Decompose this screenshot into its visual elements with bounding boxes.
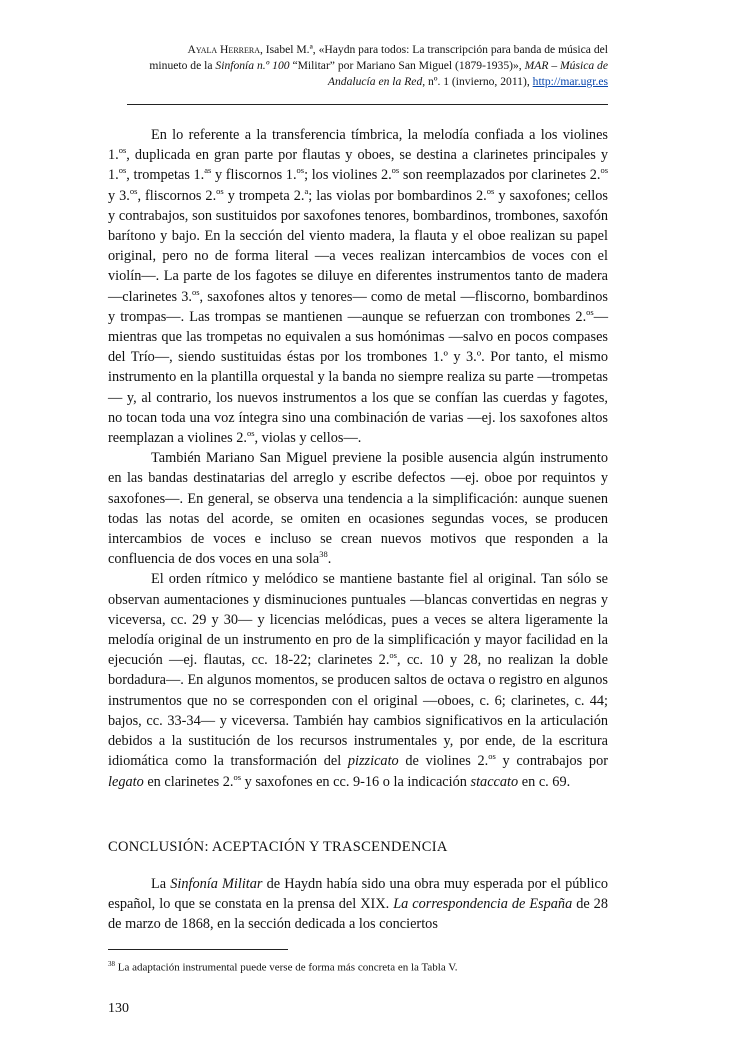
running-header: [108, 42, 608, 90]
header-rule: [127, 104, 608, 105]
header-journal-b: Andalucía en la Red: [327, 75, 423, 88]
paragraph-1: En lo referente a la transferencia tímbrica, la melodía confiada a los violines 1.$^{os}$, duplicada en gran parte por flautas y oboes, se destina a clarinetes principales y 1.$^{os}$, trompetas 1.$^{as}$ y fliscornos 1.$^{os}$; los violines 2.$^{os}$ son reemplazados por clarinetes 2.$^{os}$ y 3.$^{os}$, fliscornos 2.$^{os}$ y trompeta 2.$^a$; las violas por bombardinos 2.$^{os}$ y saxofones; cellos y contrabajos, son sustituidos por saxofones tenores, bombardinos, trombones, saxofón barítono y bajo. En la sección del viento madera, la flauta y el oboe realizan su papel original, pero no de forma literal —a veces realizan intercambios de voces con el violín—. La parte de los fagotes se diluye en diferentes instrumentos tanto de madera —clarinetes 3.$^{os}$, saxofones altos y tenores— como de metal —fliscorno, bombardinos y trompas—. Las trompas se mantienen —aunque se refuerzan con trombones 2.$^{os}$— mientras que las trompetas no equivalen a sus homónimas —salvo en pocos compases del Trío—, siendo sustituidas éstas por los trombones 1.º y 3.º. Por tanto, el mismo instrumento en la plantilla orquestal y la banda no siempre realiza su parte —trompetas— y, al contrario, los nuevos instrumentos a los que se confían las cuerdas y fagotes, no tocan toda una voz íntegra sino una combinación de varias —ej. los saxofones altos reemplazan a violines 2.$^{os}$, violas y cellos—.: [108, 127, 608, 447]
body-text: [108, 125, 608, 792]
footnote-number: 38: [108, 960, 115, 968]
paragraph-3: El orden rítmico y melódico se mantiene bastante fiel al original. Tan sólo se observan aumentaciones y disminuciones puntuales —blancas convertidas en negras y viceversa, cc. 29 y 30— y licencias melódicas, pues a veces se altera ligeramente la melodía original de un instrumento en pro de la simplificación y mayor facilidad en la ejecución —ej. flautas, cc. 18-22; clarinetes 2.$^{os}$, cc. 10 y 28, no realizan la doble bordadura—. En algunos momentos, se producen saltos de octava o registro en algunos instrumentos que no se corresponden con el original —oboes, c. 6; clarinetes, c. 44; bajos, cc. 33-34— y viceversa. También hay cambios significativos en la articulación debidos a la sustitución de los recursos instrumentales y, por ende, de la escritura idiomática como la transformación del pizzicato de violines 2.$^{os}$ y contrabajos por legato en clarinetes 2.$^{os}$ y saxofones en cc. 9-16 o la indicación staccato en c. 69.: [108, 571, 608, 790]
header-title-part: minueto de la: [149, 59, 216, 72]
header-title-italic: Sinfonía n.º 100: [215, 59, 290, 72]
section-heading: CONCLUSIÓN: ACEPTACIÓN Y TRASCENDENCIA: [108, 839, 448, 855]
header-title-rest: “Militar” por Mariano San Miguel (1879-1935)»,: [289, 59, 525, 72]
footnote-text: La adaptación instrumental puede verse de forma más concreta en la Tabla V.: [115, 961, 458, 974]
footnote-rule: [108, 949, 288, 950]
section-text: [108, 874, 608, 935]
paragraph-2: También Mariano San Miguel previene la posible ausencia algún instrumento en las bandas destinatarias del arreglo y escribe defectos —ej. oboe por requintos y saxofones—. En general, se observa una tendencia a la simplificación: aunque suenen todas las notas del acorde, se omiten en ocasiones segundas voces, se producen intercambios de voces e incluso se crean nuevos motivos que responden a la confluencia de dos voces en una sola$^{38}$.: [108, 450, 608, 568]
header-url-link[interactable]: http://mar.ugr.es: [532, 75, 608, 88]
section-paragraph-1: La Sinfonía Militar de Haydn había sido una obra muy esperada por el público español, lo que se constata en la prensa del XIX. La correspondencia de España de 28 de marzo de 1868, en la sección dedicada a los conciertos: [108, 876, 608, 933]
header-journal-a: MAR – Música de: [524, 59, 608, 72]
footnote-38: [108, 957, 608, 975]
footnote-ref-38[interactable]: 38: [319, 549, 328, 560]
page-number: 130: [108, 1001, 129, 1016]
header-issue: , nº. 1 (invierno, 2011),: [422, 75, 533, 88]
header-author-surname: Ayala Herrera: [187, 43, 260, 56]
header-author-rest: , Isabel M.ª, «Haydn para todos: La transcripción para banda de música del: [260, 43, 608, 56]
